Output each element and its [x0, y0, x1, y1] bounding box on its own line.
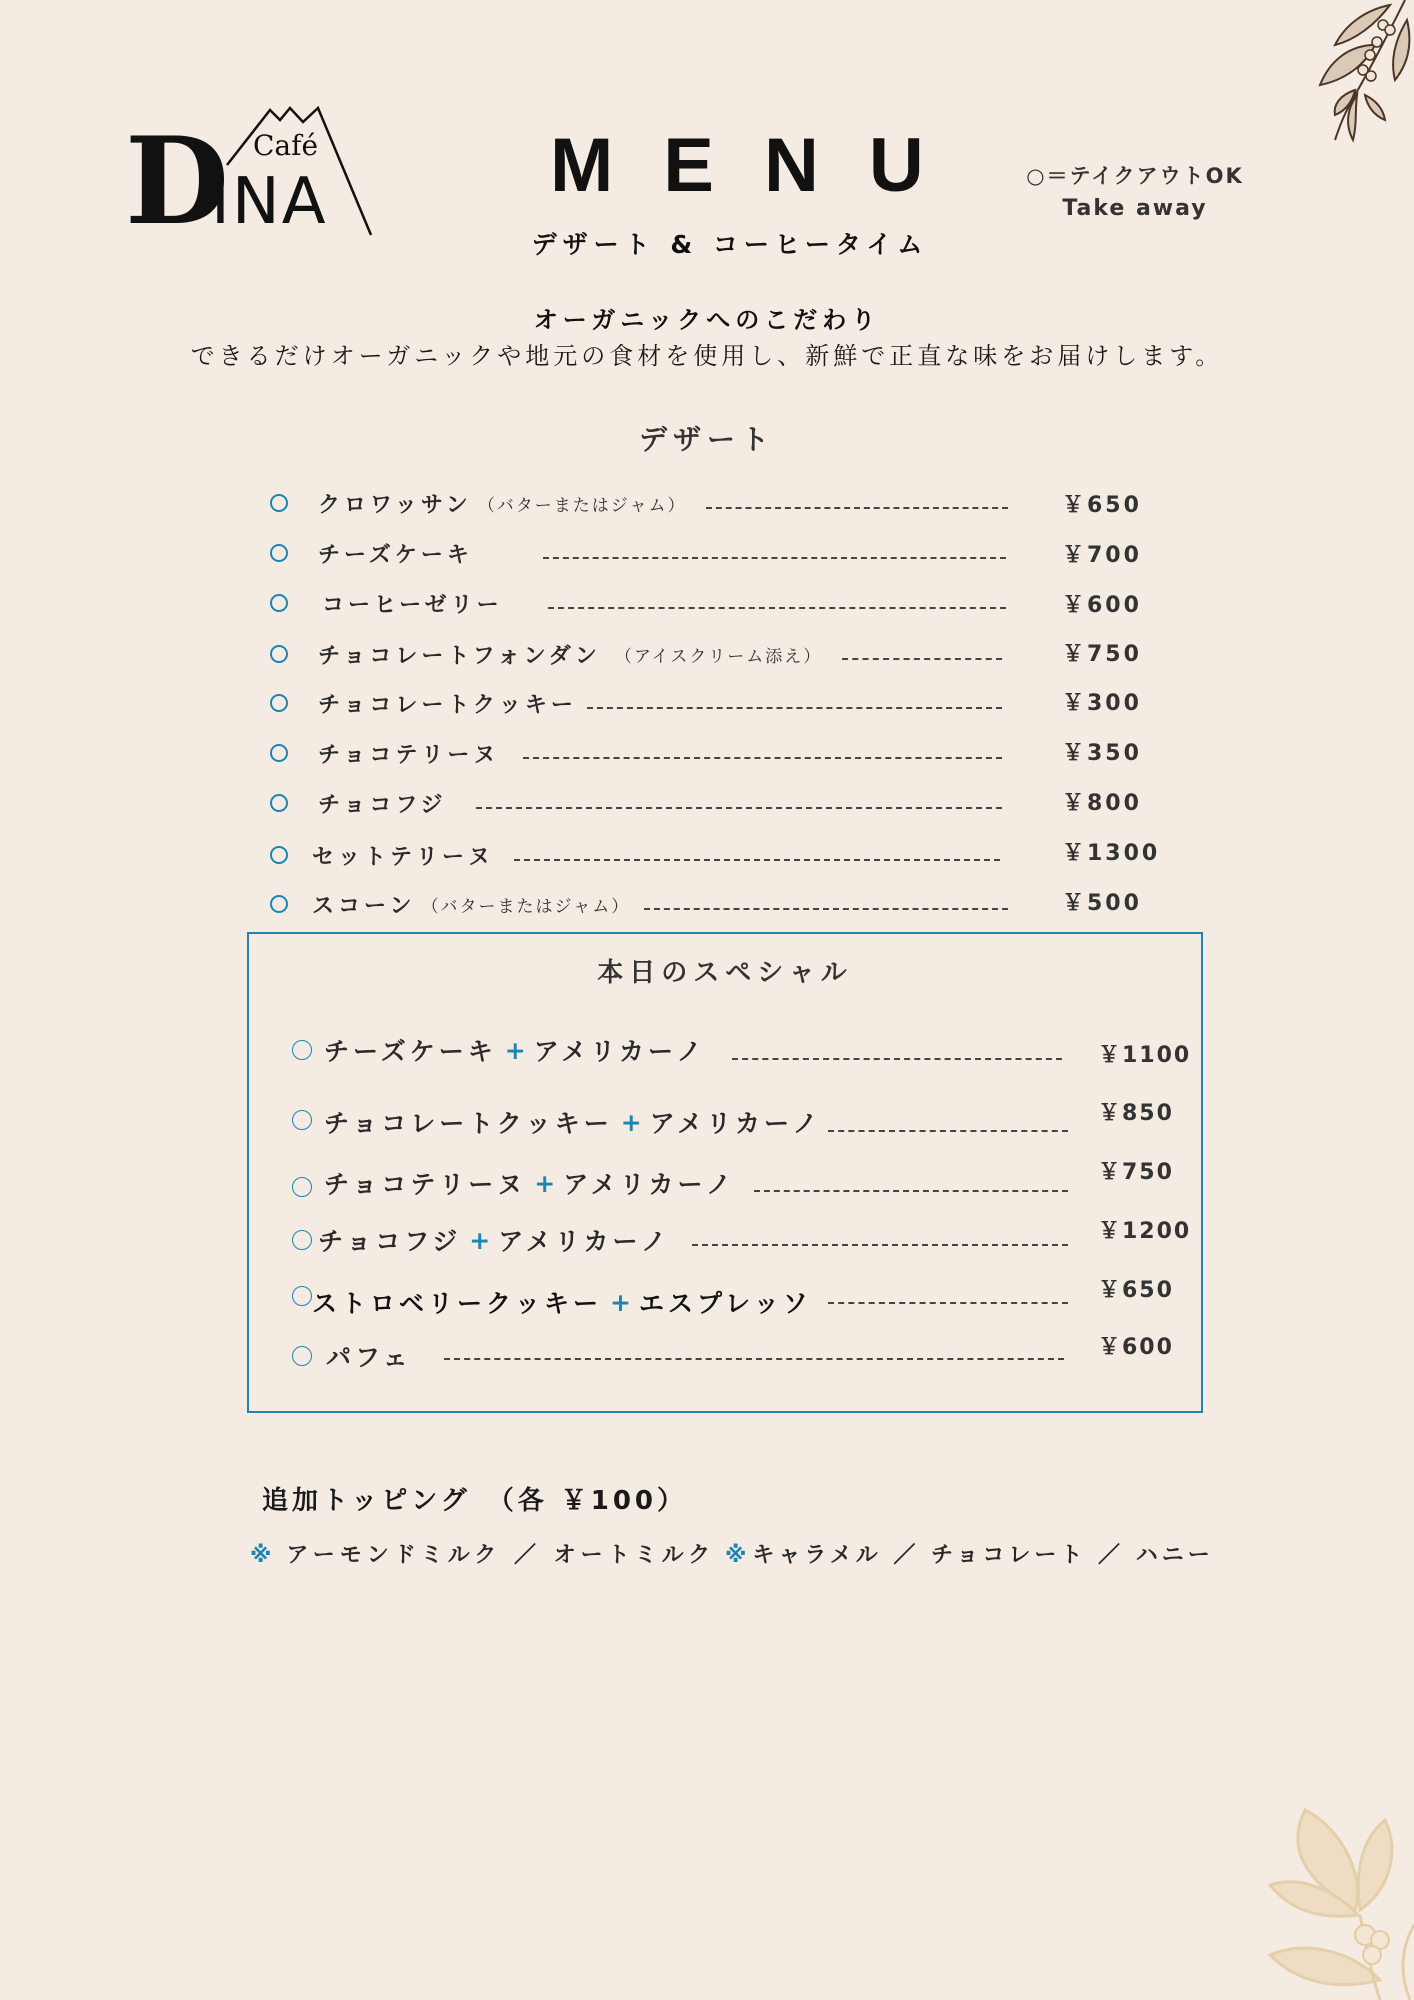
leader-dots — [828, 1302, 1068, 1304]
item-name: チョコレートクッキー — [318, 692, 577, 718]
takeaway-circle-icon — [270, 594, 288, 612]
item-price: ￥350 — [1062, 741, 1142, 766]
reference-mark-icon: ※ — [725, 1543, 751, 1568]
leader-dots — [587, 707, 1002, 709]
item-price: ￥500 — [1062, 891, 1142, 916]
item-name: チョコフジ — [318, 792, 447, 818]
item-name: スコーン — [312, 893, 416, 919]
takeaway-circle-icon — [292, 1177, 312, 1197]
topping-group-syrup — [725, 1538, 1214, 1569]
special-drink: アメリカーノ — [533, 1037, 706, 1066]
special-food: チョコレートクッキー — [324, 1109, 613, 1138]
item-name: チーズケーキ — [318, 542, 473, 568]
organic-heading: オーガニックへのこだわり — [533, 306, 881, 334]
special-item — [292, 1222, 670, 1258]
leader-dots — [692, 1244, 1068, 1246]
leader-dots — [706, 507, 1008, 509]
leader-dots — [732, 1058, 1062, 1060]
dessert-item — [270, 887, 1150, 921]
special-price: ￥650 — [1098, 1278, 1174, 1303]
takeaway-circle-icon — [270, 846, 288, 864]
item-price: ￥1300 — [1062, 841, 1161, 866]
plus-sign: + — [610, 1287, 631, 1317]
menu-subtitle: デザート & コーヒータイム — [531, 230, 929, 259]
svg-text:Café: Café — [253, 129, 319, 162]
toppings-heading: 追加トッピング （各 ￥100） — [262, 1486, 688, 1516]
takeaway-circle-icon — [270, 645, 288, 663]
takeaway-circle-icon — [292, 1110, 312, 1130]
coffee-branch-illustration-top — [1295, 0, 1414, 145]
takeaway-circle-icon — [270, 794, 288, 812]
item-name: チョコレートフォンダン — [318, 643, 601, 669]
leader-dots — [842, 658, 1002, 660]
item-note: （アイスクリーム添え） — [614, 646, 823, 667]
takeaway-circle-icon — [270, 544, 288, 562]
leader-dots — [828, 1130, 1068, 1132]
takeaway-legend-en: Take away — [1062, 196, 1208, 221]
item-price: ￥650 — [1062, 493, 1142, 518]
coffee-branch-illustration-bottom — [1260, 1790, 1414, 2000]
cafe-dina-logo — [125, 105, 385, 240]
leader-dots — [754, 1190, 1068, 1192]
dessert-item — [270, 686, 1150, 720]
plus-sign: + — [504, 1035, 526, 1065]
item-price: ￥700 — [1062, 543, 1142, 568]
special-price: ￥600 — [1098, 1335, 1174, 1360]
takeaway-circle-icon — [292, 1230, 312, 1250]
daily-special-heading: 本日のスペシャル — [597, 958, 853, 988]
dessert-item — [270, 736, 1150, 770]
menu-title: MENU — [550, 123, 974, 208]
special-food: ストロベリークッキー — [312, 1289, 603, 1318]
leader-dots — [644, 908, 1008, 910]
special-drink: アメリカーノ — [498, 1227, 670, 1256]
organic-description: できるだけオーガニックや地元の食材を使用し、新鮮で正直な味をお届けします。 — [190, 342, 1224, 370]
takeaway-circle-icon — [270, 694, 288, 712]
special-price: ￥1100 — [1098, 1043, 1192, 1068]
item-name: セットテリーヌ — [312, 844, 495, 870]
takeaway-circle-icon — [270, 494, 288, 512]
takeaway-legend: ○＝テイクアウトOK — [1026, 164, 1244, 188]
item-price: ￥600 — [1062, 593, 1142, 618]
dessert-section-heading: デザート — [638, 423, 775, 456]
plus-sign: + — [469, 1225, 491, 1255]
takeaway-circle-icon — [292, 1286, 312, 1306]
leader-dots — [476, 807, 1002, 809]
topping-group-milk — [250, 1538, 715, 1569]
item-price: ￥750 — [1062, 642, 1142, 667]
dessert-item — [270, 637, 1150, 671]
leader-dots — [548, 607, 1006, 609]
dessert-item — [270, 786, 1150, 820]
topping-options: キャラメル ／ チョコレート ／ ハニー — [752, 1543, 1214, 1568]
takeaway-circle-icon — [292, 1040, 312, 1060]
special-drink: アメリカーノ — [563, 1170, 735, 1199]
leader-dots — [514, 859, 1000, 861]
special-drink: エスプレッソ — [638, 1289, 812, 1318]
leader-dots — [523, 757, 1002, 759]
takeaway-circle-icon — [270, 744, 288, 762]
special-food: チーズケーキ — [324, 1037, 497, 1066]
special-item — [292, 1284, 812, 1320]
special-item — [292, 1165, 735, 1201]
special-food: チョコフジ — [318, 1227, 462, 1256]
item-note: （バターまたはジャム） — [421, 896, 631, 917]
special-item — [292, 1104, 821, 1140]
special-price: ￥850 — [1098, 1101, 1174, 1126]
item-name: コーヒーゼリー — [322, 592, 503, 618]
plus-sign: + — [534, 1168, 556, 1198]
special-item — [292, 1338, 412, 1374]
special-item — [292, 1032, 705, 1068]
dessert-item — [270, 586, 1150, 620]
dessert-item — [270, 838, 1150, 872]
dessert-item — [270, 536, 1150, 570]
item-note: （バターまたはジャム） — [477, 495, 687, 516]
special-price: ￥1200 — [1098, 1219, 1192, 1244]
leader-dots — [444, 1358, 1064, 1360]
special-price: ￥750 — [1098, 1160, 1174, 1185]
item-name: チョコテリーヌ — [318, 742, 500, 768]
special-food: チョコテリーヌ — [324, 1170, 527, 1199]
svg-text:D: D — [125, 111, 230, 240]
dessert-item — [270, 486, 1150, 520]
item-price: ￥800 — [1062, 791, 1142, 816]
takeaway-circle-icon — [292, 1346, 312, 1366]
takeaway-circle-icon — [270, 895, 288, 913]
leader-dots — [543, 557, 1006, 559]
svg-text:INA: INA — [211, 165, 328, 239]
special-food: パフェ — [326, 1343, 412, 1372]
item-name: クロワッサン — [318, 492, 472, 518]
special-drink: アメリカーノ — [649, 1109, 822, 1138]
item-price: ￥300 — [1062, 691, 1142, 716]
topping-options: アーモンドミルク ／ オートミルク — [286, 1543, 716, 1568]
plus-sign: + — [620, 1107, 642, 1137]
reference-mark-icon: ※ — [250, 1543, 277, 1568]
